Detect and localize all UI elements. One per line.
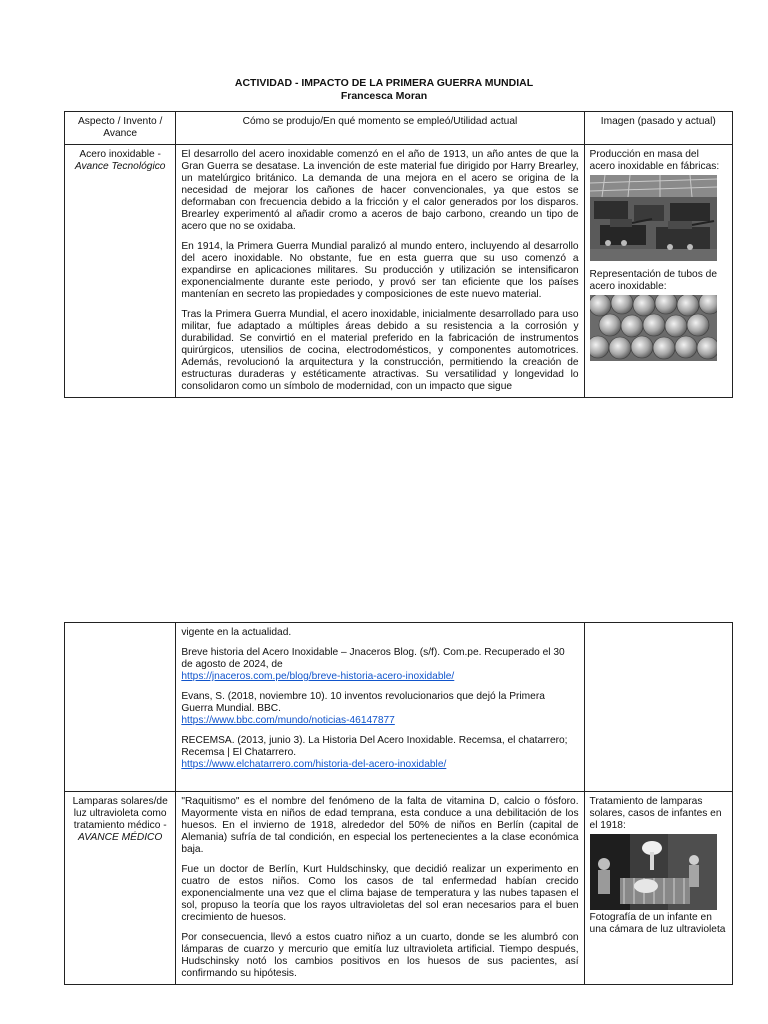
- document-author: Francesca Moran: [340, 90, 428, 102]
- uv-lamp-treatment-photo: [590, 834, 717, 910]
- reference-entry: [181, 691, 578, 727]
- header-image: Imagen (pasado y actual): [584, 112, 732, 145]
- paragraph: Por consecuencia, llevó a estos cuatro niñoz a un cuarto, donde se les alumbró con lámparas de cuarzo y mercurio que emitía luz ultravioleta artificial. Tiempo después, Hudschinsky notó los cambios positivos en los huesos de sus pacientes, así confirmando su hipótesis.: [181, 932, 579, 979]
- table-header-row: [65, 112, 733, 145]
- table-row: [65, 792, 733, 985]
- reference-link[interactable]: https://www.elchatarrero.com/historia-del-acero-inoxidable/: [181, 759, 447, 770]
- activity-table: [64, 111, 733, 398]
- reference-link[interactable]: https://www.bbc.com/mundo/noticias-46147877: [181, 715, 395, 726]
- aspect-category: Avance Tecnológico: [74, 161, 166, 172]
- aspect-cell-empty: [65, 623, 176, 792]
- aspect-label: Lamparas solares/de luz ultravioleta como tratamiento médico -: [72, 796, 168, 831]
- description-cell: [176, 792, 584, 985]
- aspect-cell: [65, 792, 176, 985]
- reference-entry: [181, 647, 578, 683]
- paragraph: En 1914, la Primera Guerra Mundial paralizó al mundo entero, incluyendo al desarrollo del acero inoxidable. No obstante, fue en esta guerra que su uso comenzó a expandirse en aplicaciones militares. Su producción y utilización se intensificaron exponencialmente durante este periodo, y provó ser tan eficiente que los países mantenían en secreto las propiedades y composiciones de este nuevo material.: [181, 241, 579, 300]
- image-cell: [584, 145, 732, 398]
- image-cell: [584, 792, 732, 985]
- reference-text: RECEMSA. (2013, junio 3). La Historia Del Acero Inoxidable. Recemsa, el chatarrero; Recemsa | El Chatarrero.: [181, 735, 568, 758]
- image-caption: Fotografía de un infante en una cámara de luz ultravioleta: [589, 912, 726, 935]
- paragraph: Fue un doctor de Berlín, Kurt Huldschinsky, que decidió realizar un experimento en cuatro de estos niños. Como los casos de tal enfermedad habían crecido exponencialmente una vez que el clima bajase de temperatura y las nubes tapasen el sol, propuso la teoría que los rayos ultravioletas del sol eran necesarios para el buen crecimiento de huesos.: [181, 864, 579, 923]
- references-cell: [176, 623, 584, 792]
- header-description: Cómo se produjo/En qué momento se empleó/Utilidad actual: [176, 112, 584, 145]
- aspect-cell: [65, 145, 176, 398]
- paragraph: "Raquitismo" es el nombre del fenómeno de la falta de vitamina D, calcio o fósforo. Mayormente vista en niños de edad temprana, esta conduce a una debilitación de los huesos. En el invierno de 1918, alrededor del 50% de niños en Berlín (capital de Alemania) sufría de tal condición, en especial los pertenecientes a la clase económica baja.: [181, 796, 579, 855]
- paragraph: El desarrollo del acero inoxidable comenzó en el año de 1913, un año antes de que la Gran Guerra se desatase. La invención de este material fue dirigido por Harry Brearley, un matelúrgico británico. La demanda de una mejora en el acero se origina de la necesidad de mejorar los cañones de hacer convencionales, ya que estos se deformaban con frecuencia debido a la fricción y el calor generados por los disparos. Brearley experimentó al añadir cromo a aceros de bajo carbono, creando un tipo de acero que no se oxidaba.: [181, 149, 579, 232]
- image-cell-empty: [584, 623, 732, 792]
- paragraph: Tras la Primera Guerra Mundial, el acero inoxidable, inicialmente desarrollado para uso militar, fue adaptado a múltiples áreas debido a su resistencia a la corrosión y durabilidad. Se convirtió en el material preferido en la fabricación de instrumentos quirúrgicos, utensilios de cocina, electrodomésticos, y componentes automotrices. Además, revolucionó la arquitectura y la construcción, permitiendo la creación de estructuras duraderas y estéticamente atractivas. Su versatilidad y longevidad lo consolidaron como un símbolo de modernidad, con un impacto que sigue: [181, 309, 579, 392]
- reference-text: Evans, S. (2018, noviembre 10). 10 inventos revolucionarios que dejó la Primera Guerra Mundial. BBC.: [181, 691, 545, 714]
- reference-entry: [181, 735, 578, 771]
- reference-link[interactable]: https://jnaceros.com.pe/blog/breve-historia-acero-inoxidable/: [181, 671, 455, 682]
- activity-table-continued: [64, 622, 733, 985]
- image-caption: Tratamiento de lamparas solares, casos de infantes en el 1918:: [589, 796, 722, 831]
- factory-photo: [590, 175, 717, 261]
- description-cell: [176, 145, 584, 398]
- aspect-label: Acero inoxidable -: [79, 149, 161, 160]
- continuation-text: vigente en la actualidad.: [181, 627, 292, 638]
- reference-text: Breve historia del Acero Inoxidable – Jnaceros Blog. (s/f). Com.pe. Recuperado el 30 de agosto de 2024, de: [181, 647, 565, 670]
- image-caption: Representación de tubos de acero inoxidable:: [589, 269, 717, 292]
- document-title-block: [0, 77, 768, 103]
- header-aspect: Aspecto / Invento / Avance: [65, 112, 176, 145]
- table-row: [65, 145, 733, 398]
- image-caption: Producción en masa del acero inoxidable en fábricas:: [589, 149, 720, 172]
- aspect-category: AVANCE MÉDICO: [77, 832, 163, 843]
- document-title: ACTIVIDAD - IMPACTO DE LA PRIMERA GUERRA MUNDIAL: [234, 77, 534, 89]
- steel-tubes-photo: [590, 295, 717, 361]
- table-row: [65, 623, 733, 792]
